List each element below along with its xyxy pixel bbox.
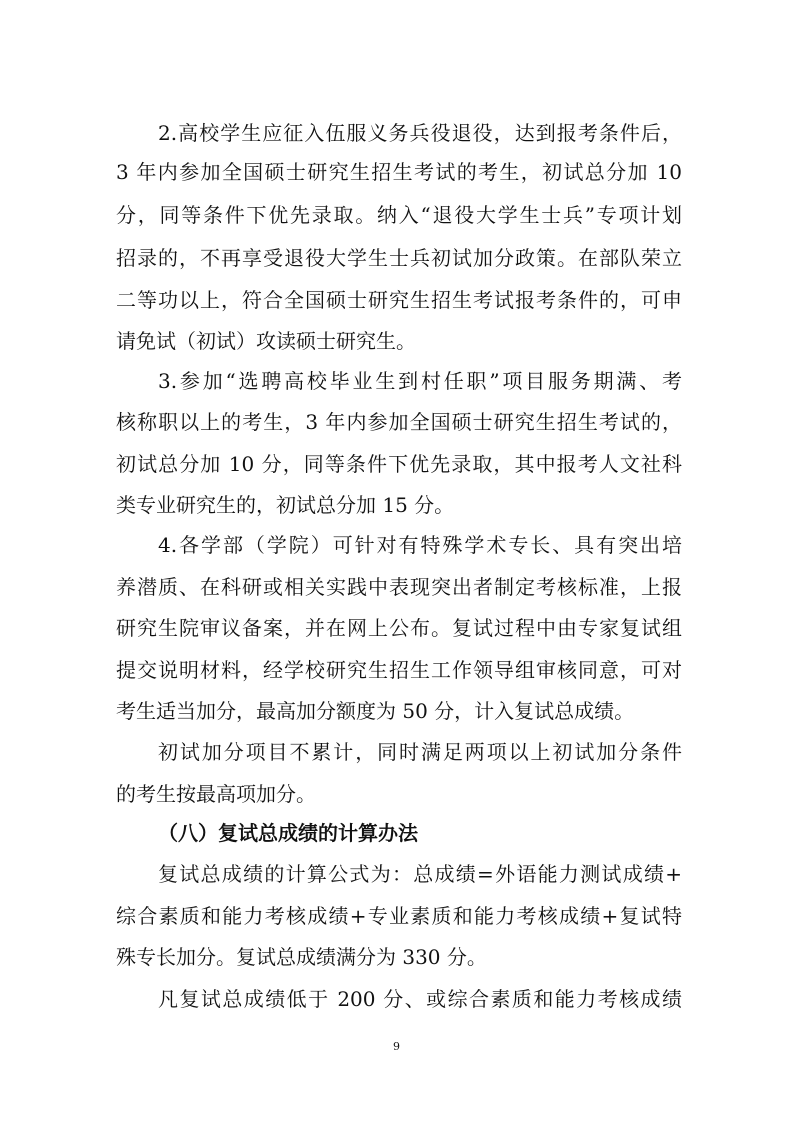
item4-line-5: 考生适当加分，最高加分额度为 50 分，计入复试总成绩。 — [116, 699, 635, 723]
item2-line-2: 3 年内参加全国硕士研究生招生考试的考生，初试总分加 10 — [116, 160, 682, 184]
item3-line-1: 3.参加“选聘高校毕业生到村任职”项目服务期满、考 — [158, 369, 682, 393]
item2-line-3: 分，同等条件下优先录取。纳入“退役大学生士兵”专项计划 — [116, 203, 682, 227]
note-line-1: 初试加分项目不累计，同时满足两项以上初试加分条件 — [158, 740, 682, 764]
formula-line-1: 复试总成绩的计算公式为：总成绩=外语能力测试成绩+ — [158, 862, 682, 886]
formula-line-2: 综合素质和能力考核成绩+专业素质和能力考核成绩+复试特 — [116, 904, 682, 928]
item2-line-5: 二等功以上，符合全国硕士研究生招生考试报考条件的，可申 — [116, 288, 682, 312]
item2-line-4: 招录的，不再享受退役大学生士兵初试加分政策。在部队荣立 — [116, 246, 682, 270]
formula-line-3: 殊专长加分。复试总成绩满分为 330 分。 — [116, 945, 487, 969]
item3-line-4: 类专业研究生的，初试总分加 15 分。 — [116, 493, 455, 517]
item4-line-2: 养潜质、在科研或相关实践中表现突出者制定考核标准，上报 — [116, 575, 682, 599]
item3-line-2: 核称职以上的考生，3 年内参加全国硕士研究生招生考试的， — [116, 410, 682, 434]
item4-line-4: 提交说明材料，经学校研究生招生工作领导组审核同意，可对 — [116, 658, 682, 682]
item4-line-3: 研究生院审议备案，并在网上公布。复试过程中由专家复试组 — [116, 616, 682, 640]
item3-line-3: 初试总分加 10 分，同等条件下优先录取，其中报考人文社科 — [116, 452, 682, 476]
threshold-line-1: 凡复试总成绩低于 200 分、或综合素质和能力考核成绩 — [158, 987, 682, 1011]
item2-line-6: 请免试（初试）攻读硕士研究生。 — [116, 329, 416, 353]
note-line-2: 的考生按最高项加分。 — [116, 782, 316, 806]
item4-line-1: 4.各学部（学院）可针对有特殊学术专长、具有突出培 — [158, 533, 682, 557]
page-number: 9 — [393, 1040, 400, 1053]
item2-line-1: 2.高校学生应征入伍服义务兵役退役，达到报考条件后， — [158, 121, 682, 145]
section-heading: （八）复试总成绩的计算办法 — [158, 821, 418, 845]
